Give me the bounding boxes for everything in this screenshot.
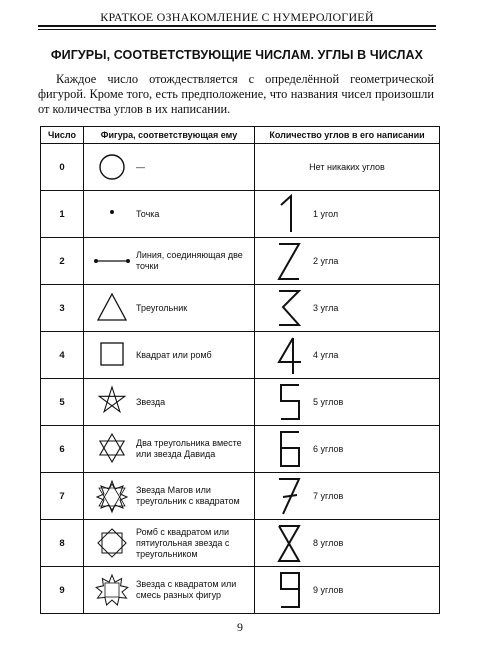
dot-icon <box>90 194 134 234</box>
angles-description: 2 угла <box>313 256 339 266</box>
row-number: 7 <box>41 473 84 520</box>
angular-digit-3-icon <box>271 287 311 329</box>
row-number: 5 <box>41 379 84 426</box>
table-row <box>41 285 440 332</box>
triangle-icon <box>90 288 134 328</box>
table-row <box>41 379 440 426</box>
section-title: ФИГУРЫ, СООТВЕТСТВУЮЩИЕ ЧИСЛАМ. УГЛЫ В ЧИСЛАХ <box>50 48 424 62</box>
row-number: 9 <box>41 567 84 614</box>
row-number: 8 <box>41 520 84 567</box>
figure-description: — <box>136 161 145 172</box>
row-number: 4 <box>41 332 84 379</box>
row-number: 6 <box>41 426 84 473</box>
figure-description: Два треугольника вместе или звезда Давида <box>136 438 242 459</box>
figure-description: Треугольник <box>136 302 188 313</box>
table-row <box>41 567 440 614</box>
angular-digit-6-icon <box>271 428 311 470</box>
figure-description: Квадрат или ромб <box>136 349 212 360</box>
angular-digit-8-icon <box>271 522 311 564</box>
table-row <box>41 332 440 379</box>
angles-description: 9 углов <box>313 585 344 595</box>
intro-paragraph: Каждое число отождествляется с определённой геометрической фигурой. Кроме того, есть предположение, что названия чисел произошли от количества углов в их написании. <box>38 72 434 116</box>
figure-description: Звезда с квадратом или смесь разных фигур <box>136 579 237 600</box>
row-number: 0 <box>41 144 84 191</box>
angles-description: 1 угол <box>313 209 339 219</box>
header-number: Число <box>41 127 84 144</box>
table-row <box>41 191 440 238</box>
angular-digit-2-icon <box>271 240 311 282</box>
nine-point-star-icon <box>90 570 134 610</box>
running-title: КРАТКОЕ ОЗНАКОМЛЕНИЕ С НУМЕРОЛОГИЕЙ <box>100 10 374 24</box>
angles-description: 7 углов <box>313 491 344 501</box>
angular-digit-4-icon <box>271 334 311 376</box>
figure-description: Точка <box>136 208 160 219</box>
table-row <box>41 473 440 520</box>
table-row <box>41 520 440 567</box>
star-of-magi-icon <box>90 476 134 516</box>
angular-digit-5-icon <box>271 381 311 423</box>
angular-digit-9-icon <box>271 569 311 611</box>
figure-description: Ромб с квадратом или пятиугольная звезда с треугольником <box>136 526 230 559</box>
figure-description: Линия, соединяющая две точки <box>136 250 243 271</box>
table-row <box>41 144 440 191</box>
angles-description: 5 углов <box>313 397 344 407</box>
numbers-table <box>40 126 440 614</box>
angles-description: 6 углов <box>313 444 344 454</box>
angular-digit-7-icon <box>271 475 311 517</box>
square-icon <box>90 335 134 375</box>
header-rule-thin <box>38 29 436 30</box>
header-rule <box>38 25 436 27</box>
line-segment-icon <box>90 241 134 281</box>
angles-description: 3 угла <box>313 303 339 313</box>
angles-description: Нет никаких углов <box>309 162 385 172</box>
header-figure: Фигура, соответствующая ему <box>84 127 255 144</box>
row-number: 1 <box>41 191 84 238</box>
octagram-icon <box>90 523 134 563</box>
row-number: 2 <box>41 238 84 285</box>
angles-description: 8 углов <box>313 538 344 548</box>
table-header-row <box>41 127 440 144</box>
table-row <box>41 426 440 473</box>
star-of-david-icon <box>90 429 134 469</box>
figure-description: Звезда Магов или треугольник с квадратом <box>136 485 240 506</box>
page-number: 9 <box>237 620 243 634</box>
row-number: 3 <box>41 285 84 332</box>
angles-description: 4 угла <box>313 350 339 360</box>
angular-digit-1-icon <box>271 193 311 235</box>
header-angles: Количество углов в его написании <box>255 127 440 144</box>
circle-icon <box>90 147 134 187</box>
figure-description: Звезда <box>136 396 166 407</box>
table-row <box>41 238 440 285</box>
pentagram-icon <box>90 382 134 422</box>
